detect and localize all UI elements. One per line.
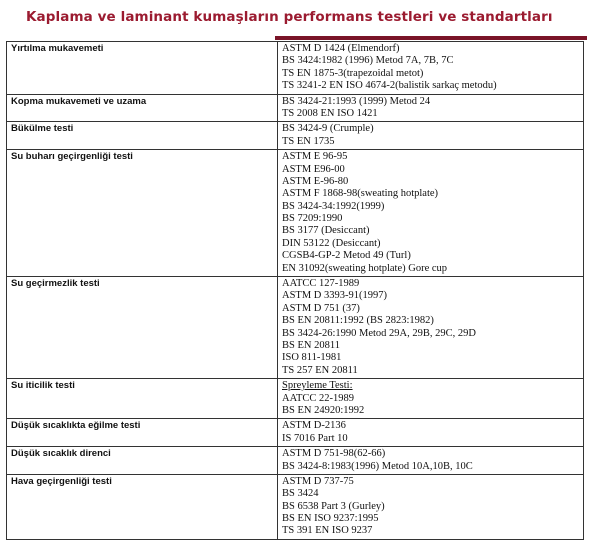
standard-item: ASTM D 1424 (Elmendorf) bbox=[282, 43, 400, 54]
table-row bbox=[7, 474, 584, 539]
standard-item: BS 3424-21:1993 (1999) Metod 24 bbox=[282, 95, 431, 107]
standards-cell bbox=[278, 419, 584, 447]
standard-item: TS 2008 EN ISO 1421 bbox=[282, 107, 378, 119]
standard-item: ASTM D 751-98(62-66) bbox=[282, 448, 386, 460]
standards-cell bbox=[278, 474, 584, 539]
table-row bbox=[7, 122, 584, 150]
standard-item: ASTM F 1868-98(sweating hotplate) bbox=[282, 188, 439, 200]
standard-item: BS 3424-26:1990 Metod 29A, 29B, 29C, 29D bbox=[282, 327, 476, 339]
standard-item: BS 3424:1982 (1996) Metod 7A, 7B, 7C bbox=[282, 55, 454, 67]
standard-item: ASTM E 96-95 bbox=[282, 151, 348, 163]
standard-item: BS 3424-34:1992(1999) bbox=[282, 200, 385, 212]
standard-item: BS EN 20811 bbox=[282, 339, 340, 351]
standard-item: TS 3241-2 EN ISO 4674-2(balistik sarkaç metodu) bbox=[282, 80, 497, 92]
table-body bbox=[7, 42, 584, 540]
title-accent-bar bbox=[275, 36, 587, 40]
standard-item: ASTM E96-00 bbox=[282, 163, 345, 175]
standards-cell bbox=[278, 447, 584, 475]
table-row bbox=[7, 150, 584, 277]
standard-item: ASTM D-2136 bbox=[282, 420, 346, 432]
standard-item: DIN 53122 (Desiccant) bbox=[282, 237, 381, 249]
table-row bbox=[7, 447, 584, 475]
standard-item: AATCC 22-1989 bbox=[282, 392, 355, 404]
standard-item: BS EN 24920:1992 bbox=[282, 404, 365, 416]
standard-item: BS EN ISO 9237:1995 bbox=[282, 513, 379, 525]
standard-item: IS 7016 Part 10 bbox=[282, 432, 348, 444]
page-title: Kaplama ve laminant kumaşların performans testleri ve standartları bbox=[26, 9, 553, 25]
standard-item: AATCC 127-1989 bbox=[282, 278, 360, 290]
standard-item: TS 257 EN 20811 bbox=[282, 364, 358, 376]
standards-cell bbox=[278, 94, 584, 122]
standard-item: ASTM D 3393-91(1997) bbox=[282, 290, 387, 302]
table-row bbox=[7, 277, 584, 379]
standards-cell bbox=[278, 379, 584, 419]
performance-table bbox=[6, 41, 584, 540]
table-row bbox=[7, 94, 584, 122]
standard-item: BS 3424 bbox=[282, 488, 319, 500]
standard-item: ASTM D 751 (37) bbox=[282, 302, 360, 314]
standard-item: TS 391 EN ISO 9237 bbox=[282, 525, 373, 537]
standards-cell bbox=[278, 42, 584, 95]
standard-item: BS 3424-9 (Crumple) bbox=[282, 123, 374, 135]
test-name-cell: Düşük sıcaklık direnci bbox=[7, 447, 278, 475]
standard-item: TS EN 1735 bbox=[282, 135, 335, 147]
test-name-cell: Kopma mukavemeti ve uzama bbox=[7, 94, 278, 122]
test-name-cell: Hava geçirgenliği testi bbox=[7, 474, 278, 539]
standards-cell bbox=[278, 277, 584, 379]
standard-item: TS EN 1875-3(trapezoidal metot) bbox=[282, 67, 424, 79]
standards-cell bbox=[278, 122, 584, 150]
standard-item: ASTM D 737-75 bbox=[282, 475, 354, 487]
standard-item: Spreyleme Testi: bbox=[282, 380, 353, 392]
table-row bbox=[7, 42, 584, 95]
test-name-cell: Düşük sıcaklıkta eğilme testi bbox=[7, 419, 278, 447]
standard-item: BS EN 20811:1992 (BS 2823:1982) bbox=[282, 315, 434, 327]
test-name-cell: Yırtılma mukavemeti bbox=[7, 42, 278, 95]
standard-item: EN 31092(sweating hotplate) Gore cup bbox=[282, 262, 448, 274]
standard-item: BS 3177 (Desiccant) bbox=[282, 225, 370, 237]
table-row bbox=[7, 379, 584, 419]
standard-item: BS 7209:1990 bbox=[282, 213, 343, 225]
test-name-cell: Su geçirmezlik testi bbox=[7, 277, 278, 379]
standard-item: ISO 811-1981 bbox=[282, 352, 342, 364]
standards-cell bbox=[278, 150, 584, 277]
test-name-cell: Su iticilik testi bbox=[7, 379, 278, 419]
test-name-cell: Bükülme testi bbox=[7, 122, 278, 150]
table-row bbox=[7, 419, 584, 447]
standard-item: CGSB4-GP-2 Metod 49 (Turl) bbox=[282, 250, 411, 262]
standard-item: BS 6538 Part 3 (Gurley) bbox=[282, 500, 385, 512]
standard-item: BS 3424-8:1983(1996) Metod 10A,10B, 10C bbox=[282, 460, 473, 472]
test-name-cell: Su buharı geçirgenliği testi bbox=[7, 150, 278, 277]
standard-item: ASTM E-96-80 bbox=[282, 175, 349, 187]
